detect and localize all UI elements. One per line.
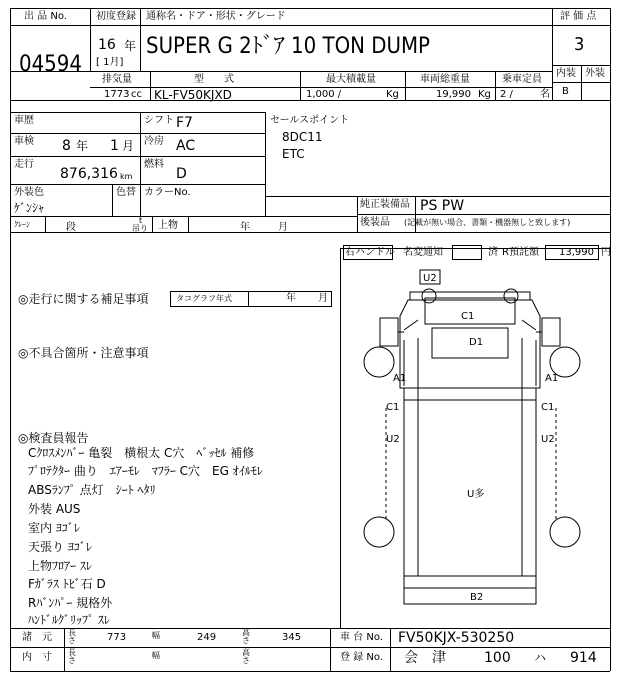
car-name: SUPER G 2ﾄﾞｱ 10 TON DUMP (146, 34, 430, 59)
inner-dimensions-label: 内 寸 (22, 652, 52, 663)
tacho-year-unit: 年 (286, 293, 296, 304)
registration-class: 100 (484, 650, 511, 666)
color-change-label: 色替 (116, 187, 136, 198)
inner-width-label: 幅 (152, 651, 160, 660)
mark-u2-right: U2 (541, 434, 555, 445)
inspector-line-6: 天張り ﾖｺﾞﾚ (28, 540, 92, 554)
interior-grade: B (562, 86, 569, 97)
grade-value: 3 (574, 34, 585, 55)
model-label: 型 式 (194, 74, 234, 85)
capacity-unit: 名 (540, 89, 550, 100)
mark-u-multi: U多 (467, 489, 485, 500)
equipment-year-unit: 年 (240, 222, 250, 233)
displacement-label: 排気量 (102, 74, 132, 85)
gross-weight-label: 車両総重量 (420, 74, 470, 85)
exterior-color-value: ｹﾞﾝｼｬ (14, 201, 45, 215)
inner-length-label: 長さ (68, 648, 76, 665)
first-reg-year: 16 (98, 37, 116, 53)
equipment-month-unit: 月 (278, 222, 288, 233)
width-value: 249 (197, 632, 217, 643)
vehicle-name-label: 通称名・ドア・形状・グレード (146, 11, 286, 22)
mark-c1-cab: C1 (461, 311, 475, 322)
lot-label: 出 品 No. (24, 11, 67, 22)
registration-number: 914 (570, 650, 597, 666)
length-label: 長さ (68, 628, 76, 645)
shift-label: シフト (144, 115, 174, 126)
exterior-label: 外装 (585, 68, 605, 79)
inspection-year: 8 (62, 138, 71, 154)
mileage-notice-label: 名変通知 (403, 247, 443, 258)
aftermarket-label: 後装品 (360, 217, 390, 228)
inspector-line-9: Rﾊﾞﾝﾊﾟｰ 規格外 (28, 596, 113, 610)
first-registration-label: 初度登録 (96, 11, 136, 22)
gross-weight-value: 19,990 (436, 89, 471, 100)
gross-weight-unit: Kg (478, 89, 491, 100)
inspector-line-4: 外装 AUS (28, 502, 81, 516)
length-value: 773 (107, 632, 127, 643)
inspection-month-unit: 月 (122, 139, 135, 153)
shift-value: F7 (176, 115, 193, 131)
sales-point-1: 8DC11 (282, 130, 323, 144)
defects-label: ◎不具合箇所・注意事項 (18, 346, 149, 360)
equipment-label: 純正装備品 (360, 199, 410, 210)
model-value: KL-FV50KJXD (154, 88, 232, 102)
tachograph-label: タコグラフ年式 (176, 294, 232, 303)
displacement-value: 1773 (104, 89, 130, 100)
displacement-unit: cc (131, 89, 142, 100)
mark-c1-right: C1 (541, 402, 555, 413)
history-label: 車歴 (14, 115, 34, 126)
yen-unit: 円 (601, 247, 611, 258)
inspector-line-7: 上物ﾌﾛｱｰ ｽﾚ (28, 559, 92, 573)
recycle-paid-label: 済 (488, 247, 498, 258)
grade-label: 評 価 点 (560, 11, 597, 22)
interior-label: 内装 (556, 68, 576, 79)
mark-d1: D1 (469, 337, 484, 348)
right-hand-drive-badge: 右ハンドル (345, 247, 395, 258)
inspector-report-label: ◎検査員報告 (18, 431, 89, 445)
recycle-fee-label: R預託額 (502, 247, 539, 258)
mileage-value: 876,316 (60, 166, 118, 182)
max-load-label: 最大積載量 (326, 74, 376, 85)
ac-label: 冷房 (144, 136, 164, 147)
mileage-label: 走行 (14, 159, 34, 170)
crane-label: ｸﾚｰﾝ (14, 220, 30, 229)
equipment-value: PS PW (420, 198, 465, 214)
first-reg-month: [ 1月] (96, 57, 124, 68)
fuel-value: D (176, 166, 187, 182)
crane-stage-unit: 段 (66, 222, 76, 233)
inspector-line-8: Fｶﾞﾗｽ ﾄﾋﾞ石 D (28, 577, 106, 591)
aftermarket-note: (記載が無い場合、書類・機器無しと致します) (404, 218, 571, 227)
sales-point-label: セールスポイント (270, 115, 350, 126)
inspection-year-unit: 年 (76, 139, 89, 153)
color-number-label: カラーNo. (144, 187, 191, 198)
fuel-label: 燃料 (144, 159, 164, 170)
crane-ton-unit: t (139, 216, 143, 225)
inspector-line-5: 室内 ﾖｺﾞﾚ (28, 521, 80, 535)
mark-b2: B2 (470, 592, 484, 603)
mark-a1-right: A1 (545, 373, 559, 384)
mark-u2-left: U2 (386, 434, 400, 445)
tacho-month-unit: 月 (318, 293, 328, 304)
sales-point-2: ETC (282, 147, 305, 161)
lot-number: 04594 (19, 52, 82, 77)
recycle-fee-value: 13,990 (559, 247, 594, 258)
max-load-unit: Kg (386, 89, 399, 100)
dimensions-label: 諸 元 (22, 632, 52, 643)
registration-area: 会 津 (404, 650, 446, 666)
chassis-value: FV50KJX-530250 (398, 630, 515, 646)
chassis-label: 車 台 No. (340, 632, 383, 643)
inspection-label: 車検 (14, 136, 34, 147)
exterior-color-label: 外装色 (14, 187, 44, 198)
inspector-line-1: Cｸﾛｽﾒﾝﾊﾞｰ 亀裂 横根太 C穴 ﾍﾞｯｾﾙ 補修 (28, 446, 255, 460)
registration-kana: ハ (534, 651, 547, 665)
inspector-line-3: ABSﾗﾝﾌﾟ 点灯 ｼｰﾄ ﾍﾀﾘ (28, 483, 156, 497)
registration-label: 登 録 No. (340, 652, 383, 663)
width-label: 幅 (152, 631, 160, 640)
mark-c1-left: C1 (386, 402, 400, 413)
truck-damage-diagram (341, 249, 609, 627)
capacity-label: 乗車定員 (502, 74, 542, 85)
height-label: 高さ (242, 628, 250, 645)
inspection-month: 1 (110, 138, 119, 154)
capacity-value: 2 / (500, 89, 513, 100)
mileage-unit: km (120, 172, 133, 181)
inspector-line-10: ﾊﾝﾄﾞﾙｸﾞﾘｯﾌﾟ ｽﾚ (28, 613, 110, 627)
inner-height-label: 高さ (242, 648, 250, 665)
inspector-line-2: ﾌﾟﾛﾃｸﾀｰ 曲り ｴｱｰﾓﾚ ﾏﾌﾗｰ C穴 EG ｵｲﾙﾓﾚ (28, 464, 263, 478)
mark-u2-top: U2 (423, 273, 437, 284)
max-load-value: 1,000 / (306, 89, 342, 100)
ac-value: AC (176, 138, 196, 154)
height-value: 345 (282, 632, 302, 643)
crane-lift-unit: 吊り (132, 224, 148, 233)
mark-a1-left: A1 (393, 373, 407, 384)
equipment-up-label: 上物 (158, 220, 178, 231)
first-reg-year-unit: 年 (124, 39, 137, 53)
driving-notes-label: ◎走行に関する補足事項 (18, 292, 149, 306)
